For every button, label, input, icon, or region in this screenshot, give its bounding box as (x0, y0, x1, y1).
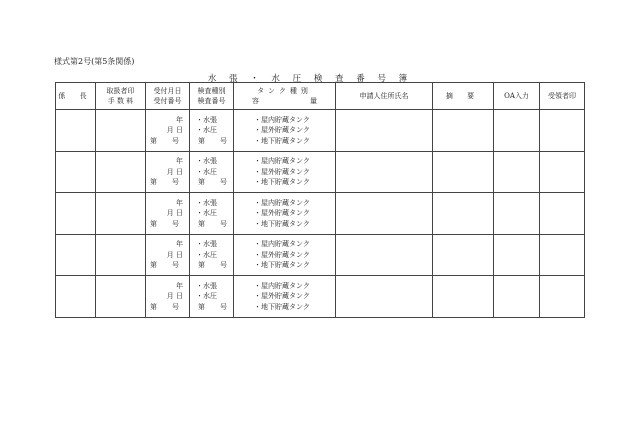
water-pressure-option: ・水圧 (196, 167, 217, 176)
receiver-seal-cell[interactable] (540, 234, 585, 276)
number-prefix: 第 (150, 219, 157, 228)
number-prefix: 第 (150, 261, 157, 270)
tank-outdoor: ・屋外貯蔵タンク (254, 250, 310, 259)
chief-seal-cell[interactable] (56, 151, 96, 193)
number-suffix: 号 (172, 178, 179, 187)
tank-underground: ・地下貯蔵タンク (254, 219, 310, 228)
year-label: 年 (176, 115, 183, 124)
tank-indoor: ・屋内貯蔵タンク (254, 281, 310, 290)
inspection-number-prefix: 第 (198, 219, 205, 228)
water-fill-option: ・水張 (196, 198, 217, 207)
month-day-label: 月 日 (166, 250, 183, 259)
water-pressure-option: ・水圧 (196, 209, 217, 218)
water-fill-option: ・水張 (196, 281, 217, 290)
received-date-cell[interactable] (146, 234, 190, 276)
receiver-seal-cell[interactable] (540, 193, 585, 235)
inspection-type-cell[interactable] (190, 193, 234, 235)
header-row (56, 83, 585, 110)
header-chief: 係 長 (56, 83, 96, 110)
inspection-number-suffix: 号 (220, 178, 227, 187)
register-row (56, 193, 585, 235)
header-capacity-2: 量 (310, 97, 317, 105)
tank-type-cell[interactable] (234, 234, 336, 276)
year-label: 年 (176, 198, 183, 207)
chief-seal-cell[interactable] (56, 110, 96, 152)
oa-input-cell[interactable] (494, 234, 540, 276)
water-pressure-option: ・水圧 (196, 250, 217, 259)
remarks-cell[interactable] (433, 276, 494, 318)
tank-underground: ・地下貯蔵タンク (254, 178, 310, 187)
number-suffix: 号 (172, 261, 179, 270)
number-suffix: 号 (172, 136, 179, 145)
oa-input-cell[interactable] (494, 110, 540, 152)
month-day-label: 月 日 (166, 167, 183, 176)
chief-seal-cell[interactable] (56, 276, 96, 318)
inspection-number-prefix: 第 (198, 261, 205, 270)
handler-fee-cell[interactable] (96, 110, 146, 152)
water-fill-option: ・水張 (196, 115, 217, 124)
tank-indoor: ・屋内貯蔵タンク (254, 198, 310, 207)
header-received-date-number: 受付月日 受付番号 (146, 83, 190, 110)
inspection-type-cell[interactable] (190, 234, 234, 276)
number-prefix: 第 (150, 178, 157, 187)
form-number-label: 様式第2号(第5条関係) (54, 57, 135, 66)
tank-outdoor: ・屋外貯蔵タンク (254, 167, 310, 176)
register-row (56, 276, 585, 318)
received-date-cell[interactable] (146, 193, 190, 235)
inspection-number-prefix: 第 (198, 178, 205, 187)
tank-outdoor: ・屋外貯蔵タンク (254, 126, 310, 135)
number-suffix: 号 (172, 219, 179, 228)
tank-underground: ・地下貯蔵タンク (254, 302, 310, 311)
inspection-number-suffix: 号 (220, 219, 227, 228)
remarks-cell[interactable] (433, 110, 494, 152)
tank-outdoor: ・屋外貯蔵タンク (254, 209, 310, 218)
month-day-label: 月 日 (166, 292, 183, 301)
received-date-cell[interactable] (146, 151, 190, 193)
header-receiver-seal: 受領者印 (540, 83, 585, 110)
applicant-cell[interactable] (336, 276, 433, 318)
number-prefix: 第 (150, 136, 157, 145)
tank-type-cell[interactable] (234, 276, 336, 318)
year-label: 年 (176, 240, 183, 249)
register-title: 水 張 ・ 水 圧 検 査 番 号 簿 (207, 74, 413, 84)
receiver-seal-cell[interactable] (540, 151, 585, 193)
register-row (56, 151, 585, 193)
header-handler-fee: 取扱者印 手 数 料 (96, 83, 146, 110)
number-prefix: 第 (150, 302, 157, 311)
register-row (56, 234, 585, 276)
year-label: 年 (176, 157, 183, 166)
remarks-cell[interactable] (433, 193, 494, 235)
applicant-cell[interactable] (336, 234, 433, 276)
water-fill-option: ・水張 (196, 240, 217, 249)
received-date-cell[interactable] (146, 276, 190, 318)
tank-type-cell[interactable] (234, 151, 336, 193)
water-fill-option: ・水張 (196, 157, 217, 166)
tank-outdoor: ・屋外貯蔵タンク (254, 292, 310, 301)
receiver-seal-cell[interactable] (540, 276, 585, 318)
handler-fee-cell[interactable] (96, 234, 146, 276)
handler-fee-cell[interactable] (96, 276, 146, 318)
remarks-cell[interactable] (433, 234, 494, 276)
applicant-cell[interactable] (336, 110, 433, 152)
number-suffix: 号 (172, 302, 179, 311)
inspection-register-table (55, 82, 585, 318)
tank-indoor: ・屋内貯蔵タンク (254, 157, 310, 166)
inspection-number-prefix: 第 (198, 136, 205, 145)
water-pressure-option: ・水圧 (196, 126, 217, 135)
header-oa-input: OA入力 (494, 83, 540, 110)
oa-input-cell[interactable] (494, 193, 540, 235)
header-tank-type-capacity: タンク種別 容 量 (234, 83, 336, 110)
header-remarks: 摘 要 (433, 83, 494, 110)
header-inspection-type-number: 検査種別 検査番号 (190, 83, 234, 110)
inspection-number-suffix: 号 (220, 261, 227, 270)
oa-input-cell[interactable] (494, 276, 540, 318)
tank-type-cell[interactable] (234, 193, 336, 235)
remarks-cell[interactable] (433, 151, 494, 193)
handler-fee-cell[interactable] (96, 193, 146, 235)
header-capacity-1: 容 (252, 97, 259, 105)
inspection-number-suffix: 号 (220, 302, 227, 311)
chief-seal-cell[interactable] (56, 193, 96, 235)
handler-fee-cell[interactable] (96, 151, 146, 193)
received-date-cell[interactable] (146, 110, 190, 152)
chief-seal-cell[interactable] (56, 234, 96, 276)
inspection-number-suffix: 号 (220, 136, 227, 145)
tank-indoor: ・屋内貯蔵タンク (254, 240, 310, 249)
inspection-type-cell[interactable] (190, 151, 234, 193)
applicant-cell[interactable] (336, 193, 433, 235)
tank-underground: ・地下貯蔵タンク (254, 136, 310, 145)
month-day-label: 月 日 (166, 209, 183, 218)
water-pressure-option: ・水圧 (196, 292, 217, 301)
oa-input-cell[interactable] (494, 151, 540, 193)
receiver-seal-cell[interactable] (540, 110, 585, 152)
inspection-number-prefix: 第 (198, 302, 205, 311)
tank-underground: ・地下貯蔵タンク (254, 261, 310, 270)
register-row (56, 110, 585, 152)
applicant-cell[interactable] (336, 151, 433, 193)
inspection-type-cell[interactable] (190, 276, 234, 318)
month-day-label: 月 日 (166, 126, 183, 135)
tank-type-cell[interactable] (234, 110, 336, 152)
header-applicant: 申請人住所氏名 (336, 83, 433, 110)
inspection-type-cell[interactable] (190, 110, 234, 152)
tank-indoor: ・屋内貯蔵タンク (254, 115, 310, 124)
year-label: 年 (176, 281, 183, 290)
